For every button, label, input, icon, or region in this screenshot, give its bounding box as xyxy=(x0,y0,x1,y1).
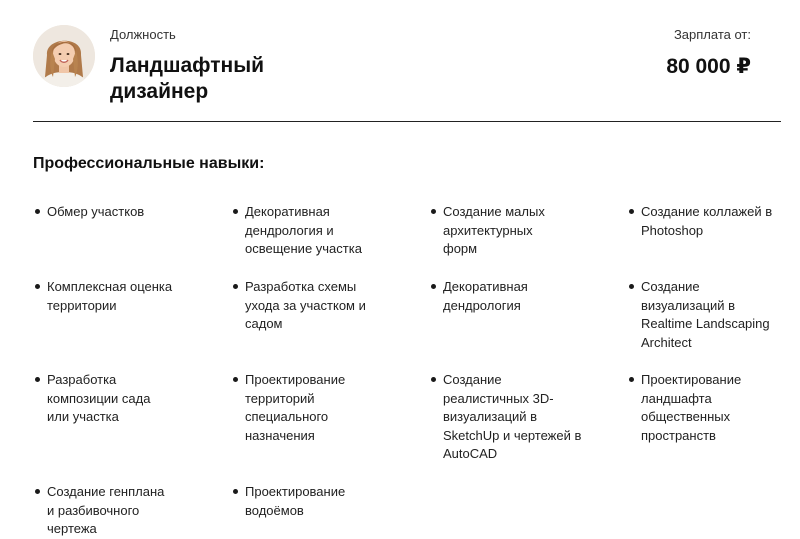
vacancy-header xyxy=(33,22,781,112)
skill-item: Обмер участков xyxy=(33,203,173,278)
skill-item: Декоративная дендрология и освещение участка xyxy=(231,203,371,278)
position-title: Ландшафтный дизайнер xyxy=(110,54,265,103)
skills-list xyxy=(33,203,800,537)
divider xyxy=(33,121,781,122)
avatar xyxy=(33,25,95,87)
skill-item: Декоративная дендрология xyxy=(429,278,569,371)
skills-title: Профессиональные навыки: xyxy=(33,155,265,172)
skill-item: Создание коллажей в Photoshop xyxy=(627,203,786,278)
skill-item: Создание малых архитектурных форм xyxy=(429,203,569,278)
skill-item: Проектирование водоёмов xyxy=(231,483,371,523)
salary-label: Зарплата от: xyxy=(673,27,751,42)
salary-value: 80 000 ₽ xyxy=(666,55,751,78)
skill-item: Проектирование территорий специального назначения xyxy=(231,371,371,483)
skill-item: Проектирование ландшафта общественных пространств xyxy=(627,371,767,483)
skill-item: Создание генплана и разбивочного чертежа xyxy=(33,483,173,523)
skill-item: Комплексная оценка территории xyxy=(33,278,173,371)
skill-item: Разработка схемы ухода за участком и садом xyxy=(231,278,371,371)
person-photo-icon xyxy=(33,25,95,87)
skill-item: Создание визуализаций в Realtime Landscaping Architect xyxy=(627,278,786,371)
skill-item: Разработка композиции сада или участка xyxy=(33,371,173,483)
position-label: Должность xyxy=(110,27,176,42)
skill-item: Создание реалистичных 3D-визуализаций в SketchUp и чертежей в AutoCAD xyxy=(429,371,588,483)
